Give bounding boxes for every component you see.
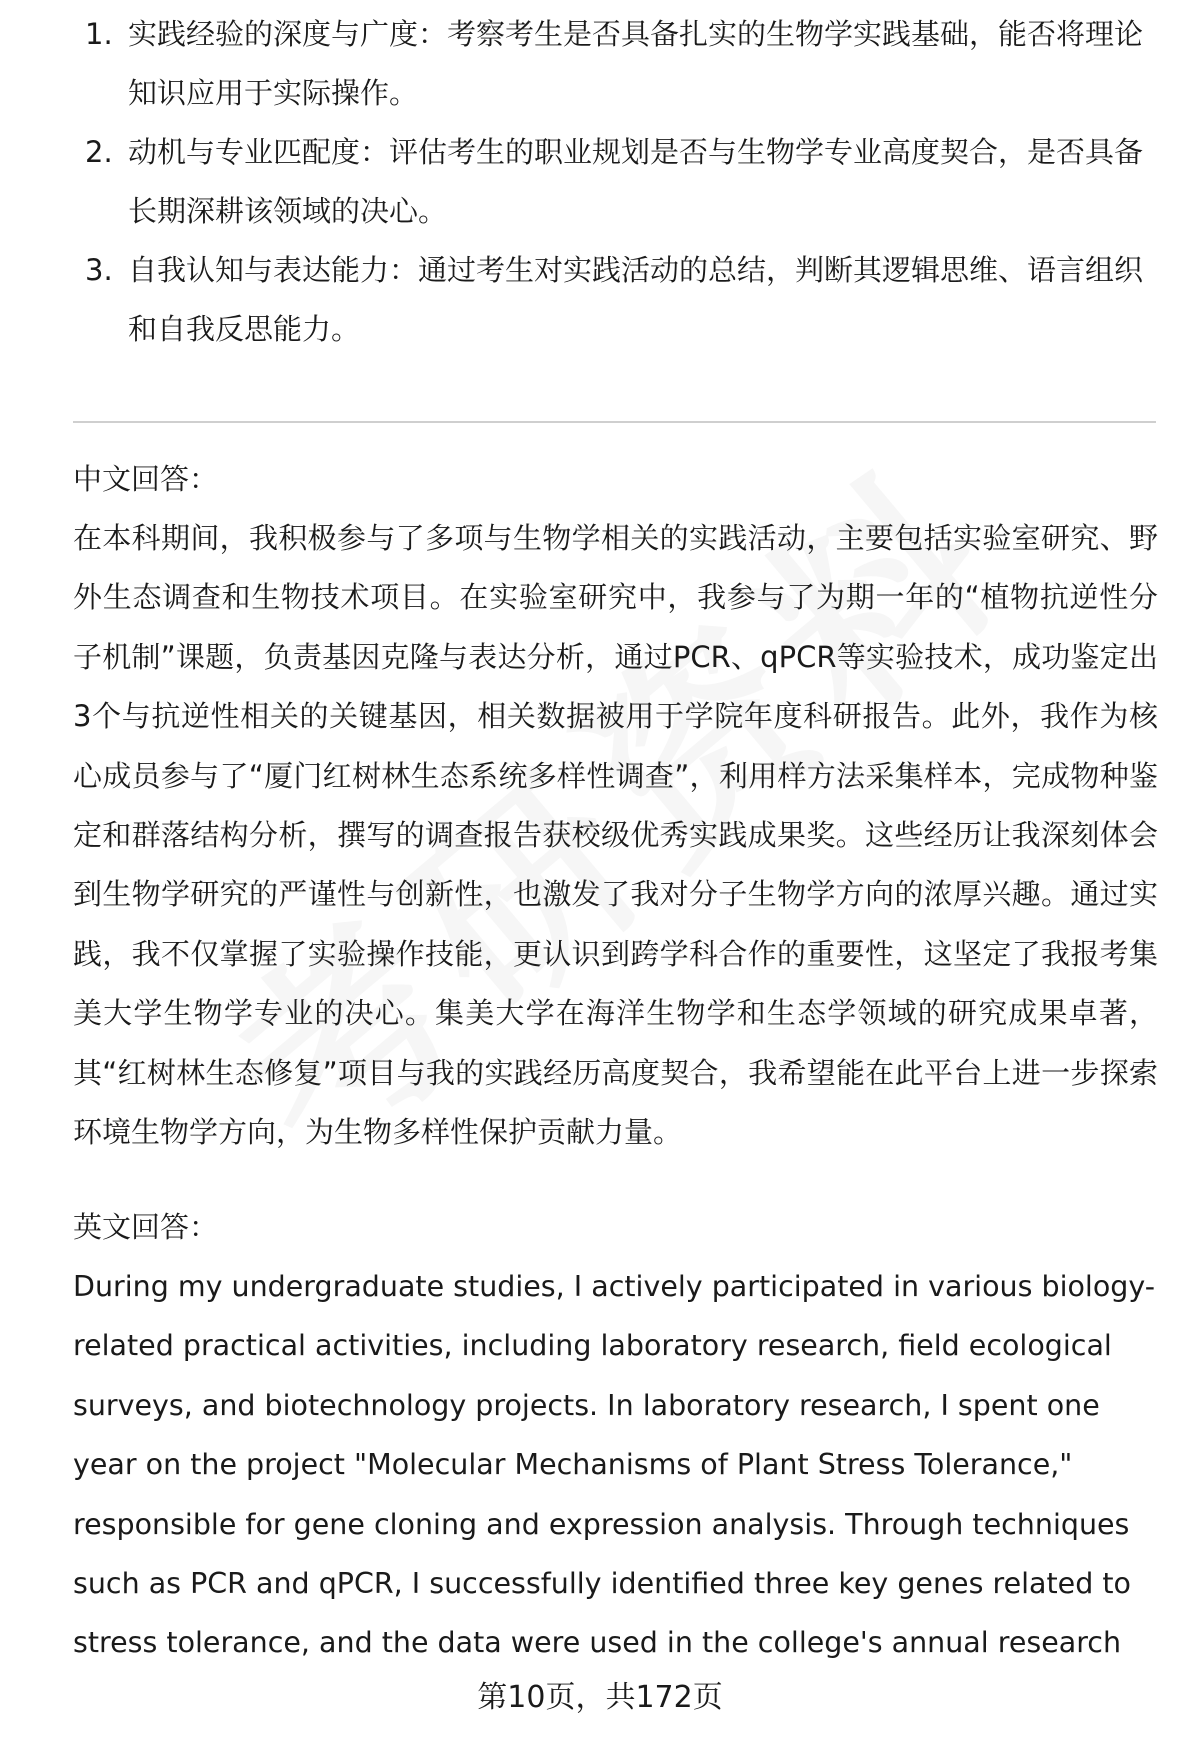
list-text: 动机与专业匹配度：评估考生的职业规划是否与生物学专业高度契合，是否具备长期深耕该领域的决心。 bbox=[128, 135, 1144, 228]
list-item bbox=[75, 123, 1155, 241]
english-answer-text: During my undergraduate studies, I actively participated in various biology-related practical activities, including laboratory research, field ecological surveys, and biotechnology projects. In laboratory research, I spent one year on the project "Molecular Mechanisms of Plant Stress Tolerance," responsible for gene cloning and expression analysis. Through techniques such as PCR and qPCR, I successfully identified three key genes related to stress tolerance, and the data were used in the college's annual research bbox=[73, 1270, 1156, 1660]
list-item bbox=[75, 5, 1155, 123]
section-divider bbox=[73, 421, 1156, 423]
chinese-answer-label: 中文回答： bbox=[73, 462, 219, 496]
chinese-answer-text: 在本科期间，我积极参与了多项与生物学相关的实践活动，主要包括实验室研究、野外生态调查和生物技术项目。在实验室研究中，我参与了为期一年的“植物抗逆性分子机制”课题，负责基因克隆与表达分析，通过PCR、qPCR等实验技术，成功鉴定出3个与抗逆性相关的关键基因，相关数据被用于学院年度科研报告。此外，我作为核心成员参与了“厦门红树林生态系统多样性调查”，利用样方法采集样本，完成物种鉴定和群落结构分析，撰写的调查报告获校级优秀实践成果奖。这些经历让我深刻体会到生物学研究的严谨性与创新性，也激发了我对分子生物学方向的浓厚兴趣。通过实践，我不仅掌握了实验操作技能，更认识到跨学科合作的重要性，这坚定了我报考集美大学生物学专业的决心。集美大学在海洋生物学和生态学领域的研究成果卓著，其“红树林生态修复”项目与我的实践经历高度契合，我希望能在此平台上进一步探索环境生物学方向，为生物多样性保护贡献力量。 bbox=[73, 521, 1158, 1150]
english-answer-label: 英文回答： bbox=[73, 1210, 219, 1244]
list-number: 1. bbox=[85, 17, 113, 51]
list-number: 3. bbox=[85, 253, 113, 287]
list-text: 实践经验的深度与广度：考察考生是否具备扎实的生物学实践基础，能否将理论知识应用于实际操作。 bbox=[128, 17, 1144, 110]
list-number: 2. bbox=[85, 135, 113, 169]
list-item bbox=[75, 241, 1155, 359]
list-text: 自我认知与表达能力：通过考生对实践活动的总结，判断其逻辑思维、语言组织和自我反思能力。 bbox=[128, 253, 1144, 346]
criteria-list bbox=[75, 17, 1155, 359]
page-number: 第10页，共172页 bbox=[477, 1680, 723, 1715]
